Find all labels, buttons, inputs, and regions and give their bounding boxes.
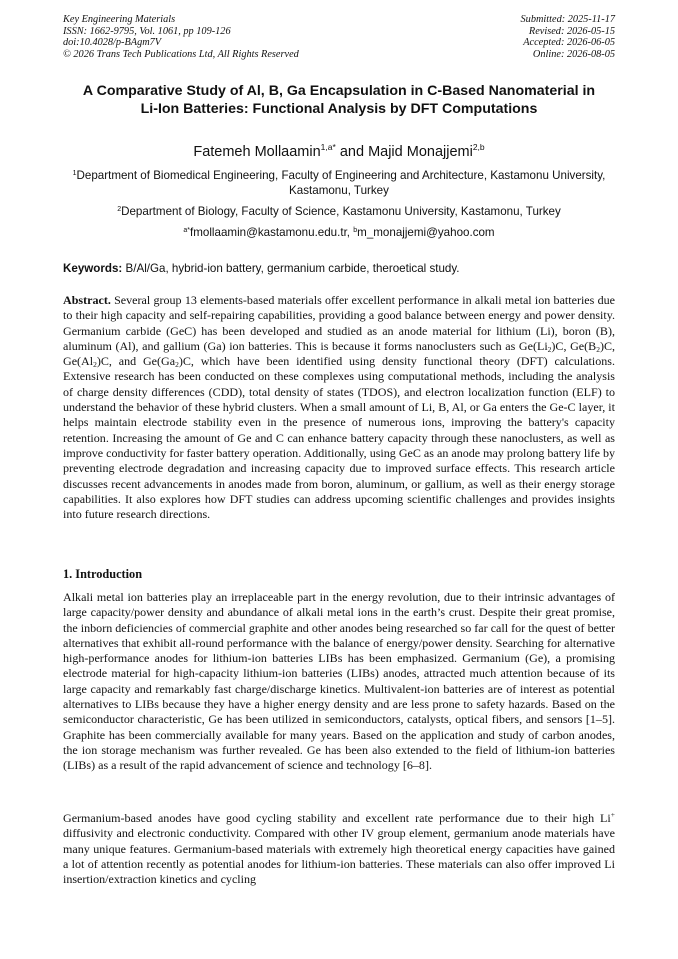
email-mark: a* [183,227,191,234]
journal-name: Key Engineering Materials [63,14,176,25]
paper-title: A Comparative Study of Al, B, Ga Encapsulation in C-Based Nanomaterial in Li-Ion Batteries: Functional Analysis by DFT Computations [82,83,596,118]
affiliation-mark: 2 [117,206,122,213]
date-submitted: Submitted: 2025-11-17 [520,14,615,25]
abstract-text: )C, and Ge(Ga [96,354,176,369]
email-mark: b [353,227,358,234]
abstract-text: )C, Ge(Al [63,338,615,369]
section-heading: 1. Introduction [63,567,143,581]
journal-copyright: © 2026 Trans Tech Publications Ltd, All Rights Reserved [63,48,299,60]
journal-doi[interactable]: doi:10.4028/p-BAgm7V [63,37,162,49]
paragraph-text: Germanium-based anodes have good cycling stability and excellent rate performance due to their high Li [63,811,611,825]
affiliation [70,204,608,219]
subscript: 2 [547,344,552,354]
abstract [63,293,615,522]
email-link[interactable]: fmollaamin@kastamonu.edu.tr, [190,226,351,239]
date-accepted: Accepted: 2026-06-05 [523,37,615,49]
date-online: Online: 2026-08-05 [532,48,615,60]
affiliation-mark: 1 [72,170,77,177]
date-revised: Revised: 2026-05-15 [528,25,615,37]
paragraph-text: diffusivity and electronic conductivity. Compared with other IV group element, germanium anode materials have many unique features. Germanium-based materials with extremely high theoretical energy capacities have gained a lot of attention recently as potential anodes for lithium-ion batteries. These materials can also offer improved Li insertion/extraction kinetics and cycling [63,826,615,887]
subscript: 2 [175,360,179,370]
author-name: Majid Monajjemi [368,144,473,160]
journal-header [63,14,299,60]
abstract-text: )C, which have been identified using density functional theory (DFT) calculations. Extensive research has been conducted on these complexes using computational methods, including the analysis of charge density differences (CDD), total density of states (TDOS), and electron localization function (ELF) to understand the behavior of these hybrid clusters. When a small amount of Li, B, Al, or Ga enters the Ge-C layer, it helps maintain electrode stability even in the presence of numerous ions, improving the battery's capacity retention. Increasing the amount of Ge and C can enhance battery capacity through these nanoclusters, as well as improve conductivity for faster battery operation. Additionally, using GeC as an anode may prolong battery life by preventing electrode degradation and increasing capacity due to improved surface effects. This research article discusses recent advancements in anodes made from boron, aluminum, or gallium, as well as their energy storage capabilities. It also explores how DFT studies can address upcoming scientific challenges and provides insights into future research directions. [63,354,615,522]
author-name: Fatemeh Mollaamin [193,144,321,160]
superscript: + [610,810,615,819]
body-paragraph: Alkali metal ion batteries play an irreplaceable part in the energy revolution, due to their intrinsic advantages of large capacity/power density and abundance of alkali metal ions in the earth’s crust. Despite their great promise, the inborn deficiencies of commercial graphite and other anodes being researched so far call for the quest of better alternatives that exhibit all-round performance with the balance of energy/power density. Searching for alternative high-performance anodes for lithium-ion batteries LIBs has been emphasized. Germanium (Ge), a promising electrode material for high-capacity lithium-ion batteries (LIBs) anodes, attracted much attention because of its large capacity and remarkably fast charge/discharge kinetics. Multivalent-ion batteries are of interest as potential alternatives to LIBs because they have a higher energy density and are less prone to safety hazards. Based on the semiconductor characteristic, Ge has been utilized in semiconductors, catalysts, optical fibers, and sensors [1–5]. Graphite has been commercially available for many years. Based on the application and study of carbon anodes, the ion storage mechanism was further revealed. Ge has been also extended to the field of lithium-ion batteries (LIBs) as a result of the rapid advancement of science and technology [6–8]. [63,590,615,773]
email-link[interactable]: m_monajjemi@yahoo.com [357,226,495,239]
subscript: 2 [596,344,600,354]
subscript: 2 [93,360,97,370]
author-marks: 2,b [472,142,485,152]
author-marks: 1,a* [320,142,336,152]
publication-dates [521,14,615,60]
abstract-text: )C, Ge(B [551,338,597,353]
journal-issn: ISSN: 1662-9795, Vol. 1061, pp 109-126 [63,25,231,37]
abstract-label: Abstract. [63,293,111,307]
affiliation-text: Department of Biomedical Engineering, Faculty of Engineering and Architecture, Kastamonu University, Kastamonu, Turkey [76,169,606,197]
author-line [0,143,678,161]
keywords-label: Keywords: [63,262,123,275]
keywords-text: B/Al/Ga, hybrid-ion battery, germanium carbide, theroetical study. [125,262,460,275]
author-joiner: and [339,144,365,160]
author-emails [0,225,678,240]
affiliation-text: Department of Biology, Faculty of Science, Kastamonu University, Kastamonu, Turkey [121,205,561,218]
keywords [63,261,615,276]
abstract-text: Several group 13 elements-based materials offer excellent performance in alkali metal ion batteries due to their high capacity and self-repairing capabilities, providing a good balance between energy and power density. Germanium carbide (GeC) has been developed and studied as an anode material for lithium (Li), boron (B), aluminum (Al), and gallium (Ga) ion batteries. This is because it forms nanoclusters such as Ge(Li [63,293,615,353]
body-paragraph [63,811,615,887]
affiliation [70,168,608,198]
